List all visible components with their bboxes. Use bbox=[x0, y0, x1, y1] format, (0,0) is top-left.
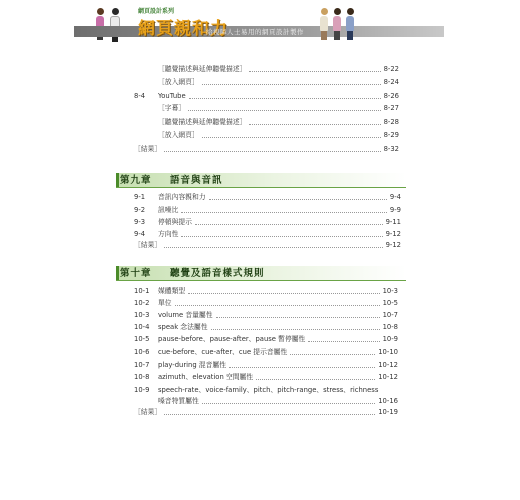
page-number: 10-12 bbox=[378, 373, 398, 381]
book-subtitle: 給視障人士易用的網頁設計製作 bbox=[206, 28, 304, 36]
section-title: 單位 bbox=[158, 299, 172, 307]
toc-entry bbox=[134, 144, 399, 154]
section-number: 9-3 bbox=[134, 218, 146, 226]
page-number: 10-10 bbox=[378, 348, 398, 356]
dot-leader bbox=[189, 98, 381, 99]
page-number: 9-12 bbox=[385, 230, 401, 238]
book-logo: 網頁親和力 bbox=[138, 19, 228, 39]
section-title: cue-before、cue-after、cue 提示音屬性 bbox=[158, 348, 288, 356]
page-number: 9-4 bbox=[389, 193, 401, 201]
section-title: 訊噪比 bbox=[158, 206, 179, 214]
dot-leader bbox=[249, 124, 380, 125]
toc-entry bbox=[158, 77, 399, 87]
page-number: 10-9 bbox=[382, 335, 398, 343]
dot-leader bbox=[290, 354, 375, 355]
toc-entry bbox=[158, 396, 398, 406]
section-title: ［聽覺描述與延伸聽覺描述］ bbox=[158, 65, 247, 73]
page-number: 9-9 bbox=[389, 206, 401, 214]
section-number: 10-7 bbox=[134, 361, 150, 369]
toc-entry bbox=[134, 322, 398, 332]
dot-leader bbox=[249, 71, 380, 72]
toc-entry bbox=[134, 407, 398, 417]
section-title: ［結果］ bbox=[134, 241, 162, 249]
toc-entry bbox=[158, 117, 399, 127]
page-number: 10-3 bbox=[382, 287, 398, 295]
dot-leader bbox=[211, 329, 380, 330]
section-title: ［放入網頁］ bbox=[158, 78, 199, 86]
section-title: azimuth、elevation 空間屬性 bbox=[158, 373, 254, 381]
section-number: 9-1 bbox=[134, 193, 146, 201]
toc-entry bbox=[134, 205, 401, 215]
section-title: play-during 混音屬性 bbox=[158, 361, 226, 369]
toc-entry bbox=[158, 103, 399, 113]
section-number: 9-4 bbox=[134, 230, 146, 238]
section-number: 10-3 bbox=[134, 311, 150, 319]
section-title: 音訊內容親和力 bbox=[158, 193, 206, 201]
toc-entry bbox=[134, 91, 399, 101]
section-number: 10-2 bbox=[134, 299, 150, 307]
section-number: 10-9 bbox=[134, 386, 150, 394]
person-figure-icon bbox=[333, 8, 341, 40]
dot-leader bbox=[202, 403, 375, 404]
chapter-number: 第十章 bbox=[120, 268, 152, 279]
dot-leader bbox=[202, 84, 381, 85]
page-number: 10-8 bbox=[382, 323, 398, 331]
dot-leader bbox=[164, 414, 375, 415]
section-number: 10-1 bbox=[134, 287, 150, 295]
page-number: 10-5 bbox=[382, 299, 398, 307]
toc-entry bbox=[134, 347, 398, 357]
person-figure-icon bbox=[346, 8, 354, 40]
section-title: YouTube bbox=[158, 92, 186, 100]
toc-entry bbox=[134, 240, 401, 250]
toc-entry bbox=[134, 192, 401, 202]
toc-entry bbox=[134, 286, 398, 296]
dot-leader bbox=[164, 151, 380, 152]
page-number: 8-22 bbox=[383, 65, 399, 73]
page-number: 8-27 bbox=[383, 104, 399, 112]
toc-entry bbox=[134, 217, 401, 227]
dot-leader bbox=[181, 236, 382, 237]
section-title: ［結果］ bbox=[134, 145, 162, 153]
page-header bbox=[0, 0, 520, 44]
person-figure-icon bbox=[320, 8, 328, 40]
dot-leader bbox=[308, 341, 379, 342]
chapter-number: 第九章 bbox=[120, 175, 152, 186]
section-title: ［放入網頁］ bbox=[158, 131, 199, 139]
dot-leader bbox=[256, 379, 375, 380]
dot-leader bbox=[195, 224, 383, 225]
page-number: 10-19 bbox=[378, 408, 398, 416]
chapter-title: 聽覺及語音樣式規則 bbox=[170, 268, 265, 279]
section-title: 媒體類型 bbox=[158, 287, 186, 295]
section-number: 10-6 bbox=[134, 348, 150, 356]
dot-leader bbox=[181, 212, 387, 213]
toc-entry bbox=[134, 360, 398, 370]
toc-entry bbox=[134, 385, 398, 395]
section-number: 10-5 bbox=[134, 335, 150, 343]
toc-entry bbox=[158, 64, 399, 74]
section-title: 嗓音特質屬性 bbox=[158, 397, 199, 405]
page-number: 9-12 bbox=[385, 241, 401, 249]
section-title: pause-before、pause-after、pause 暫停屬性 bbox=[158, 335, 306, 343]
toc-entry bbox=[134, 229, 401, 239]
chapter-heading bbox=[116, 173, 406, 188]
section-number: 10-4 bbox=[134, 323, 150, 331]
toc-entry bbox=[134, 298, 398, 308]
section-title: 停頓與提示 bbox=[158, 218, 192, 226]
dot-leader bbox=[209, 199, 387, 200]
page-number: 8-24 bbox=[383, 78, 399, 86]
dot-leader bbox=[164, 247, 382, 248]
page-number: 8-28 bbox=[383, 118, 399, 126]
section-number: 10-8 bbox=[134, 373, 150, 381]
section-title: speak 念法屬性 bbox=[158, 323, 208, 331]
page-number: 10-12 bbox=[378, 361, 398, 369]
toc-entry bbox=[158, 130, 399, 140]
dot-leader bbox=[216, 317, 380, 318]
chapter-title: 語音與音訊 bbox=[170, 175, 223, 186]
page-number: 10-16 bbox=[378, 397, 398, 405]
section-title: 方向性 bbox=[158, 230, 179, 238]
page-number: 8-32 bbox=[383, 145, 399, 153]
section-title: speech-rate、voice-family、pitch、pitch-range、stress、richness bbox=[158, 386, 379, 394]
toc-entry bbox=[134, 310, 398, 320]
dot-leader bbox=[188, 110, 380, 111]
section-number: 8-4 bbox=[134, 92, 146, 100]
series-label: 網頁設計系列 bbox=[138, 8, 175, 15]
dot-leader bbox=[188, 293, 379, 294]
dot-leader bbox=[202, 137, 381, 138]
toc-entry bbox=[134, 372, 398, 382]
page-number: 10-7 bbox=[382, 311, 398, 319]
dot-leader bbox=[229, 367, 375, 368]
section-number: 9-2 bbox=[134, 206, 146, 214]
page-number: 9-11 bbox=[385, 218, 401, 226]
section-title: ［聽覺描述與延伸聽覺描述］ bbox=[158, 118, 247, 126]
section-title: ［結果］ bbox=[134, 408, 162, 416]
section-title: ［字幕］ bbox=[158, 104, 186, 112]
page-number: 8-26 bbox=[383, 92, 399, 100]
toc-entry bbox=[134, 334, 398, 344]
section-title: volume 音量屬性 bbox=[158, 311, 213, 319]
dot-leader bbox=[175, 305, 380, 306]
page-number: 8-29 bbox=[383, 131, 399, 139]
chapter-heading bbox=[116, 266, 406, 281]
